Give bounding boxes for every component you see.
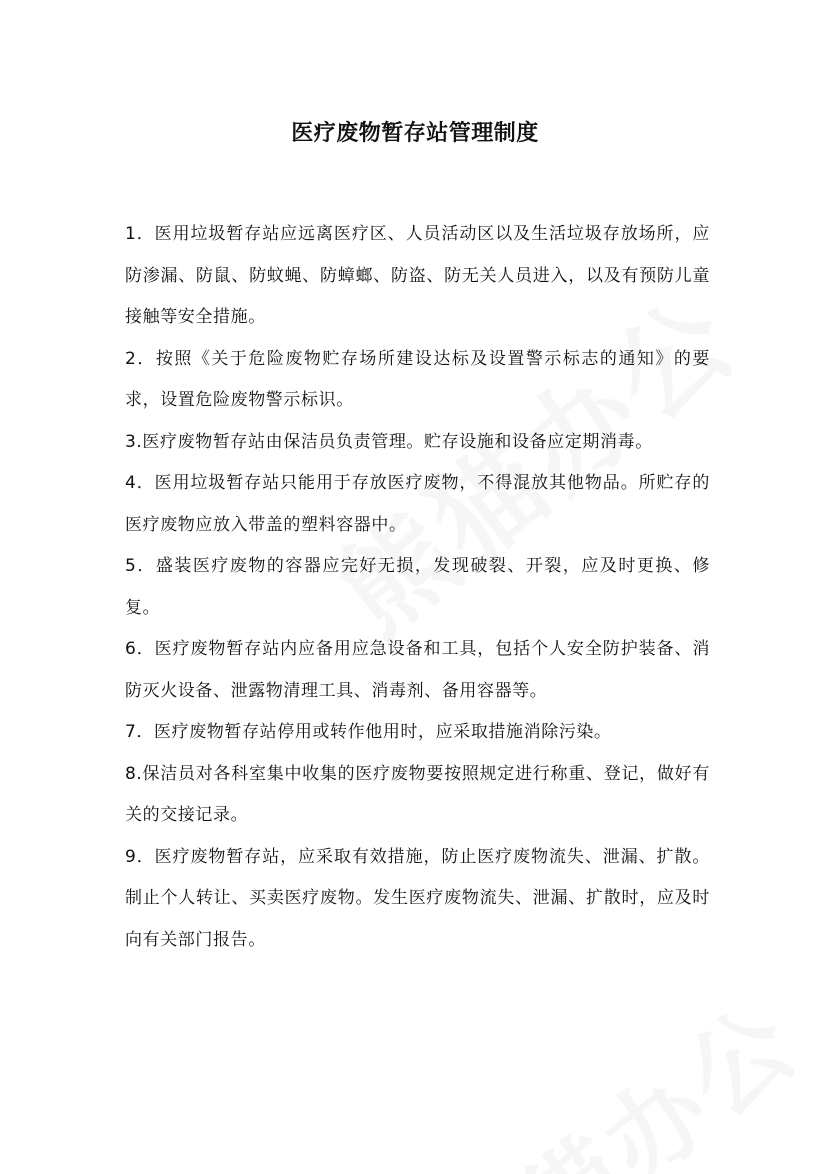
- document-title: 医疗废物暂存站管理制度: [291, 121, 539, 146]
- document-body: [125, 214, 710, 961]
- clause-2: 2．按照《关于危险废物贮存场所建设达标及设置警示标志的通知》的要求，设置危险废物警示标识。: [125, 348, 710, 410]
- clause-3: 3.医疗废物暂存站由保洁员负责管理。贮存设施和设备应定期消毒。: [125, 431, 653, 452]
- watermark: [401, 965, 824, 1174]
- clause-4: 4．医用垃圾暂存站只能用于存放医疗废物，不得混放其他物品。所贮存的医疗废物应放入带盖的塑料容器中。: [125, 473, 710, 535]
- clause-9: 9．医疗废物暂存站，应采取有效措施，防止医疗废物流失、泄漏、扩散。制止个人转让、买卖医疗废物。发生医疗废物流失、泄漏、扩散时，应及时向有关部门报告。: [125, 846, 710, 950]
- clause-8: 8.保洁员对各科室集中收集的医疗废物要按照规定进行称重、登记，做好有关的交接记录。: [125, 763, 710, 825]
- clause-6: 6．医疗废物暂存站内应备用应急设备和工具，包括个人安全防护装备、消防灭火设备、泄露物清理工具、消毒剂、备用容器等。: [125, 639, 710, 701]
- clause-1: 1．医用垃圾暂存站应远离医疗区、人员活动区以及生活垃圾存放场所，应防渗漏、防鼠、防蚊蝇、防蟑螂、防盗、防无关人员进入，以及有预防儿童接触等安全措施。: [125, 224, 710, 327]
- clause-7: 7．医疗废物暂存站停用或转作他用时，应采取措施消除污染。: [125, 722, 612, 742]
- clause-5: 5．盛装医疗废物的容器应完好无损，发现破裂、开裂，应及时更换、修复。: [125, 556, 710, 618]
